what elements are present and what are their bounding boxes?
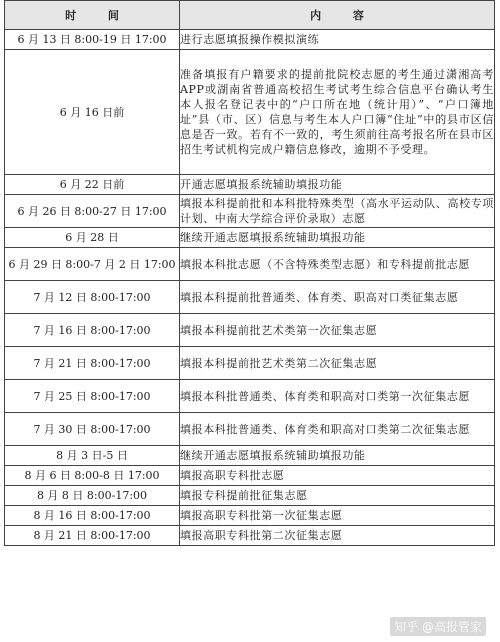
row-content: 继续开通志愿填报系统辅助填报功能 [180, 228, 495, 248]
table-row [5, 281, 495, 314]
schedule-document [4, 0, 494, 638]
table-row [5, 486, 495, 506]
table-header-row [5, 1, 495, 30]
table-row [5, 446, 495, 466]
row-time: 6 月 29 日 8:00-7 月 2 日 17:00 [5, 248, 180, 281]
row-content: 填报本科批志愿（不含特殊类型志愿）和专科提前批志愿 [180, 248, 495, 281]
row-content: 填报本科批普通类、体育类和职高对口类第二次征集志愿 [180, 413, 495, 446]
row-time: 8 月 21 日 8:00-17:00 [5, 526, 180, 546]
table-row [5, 526, 495, 546]
schedule-table [4, 0, 495, 546]
row-content: 填报本科提前批普通类、体育类、职高对口类征集志愿 [180, 281, 495, 314]
row-time: 6 月 22 日前 [5, 175, 180, 195]
table-row [5, 413, 495, 446]
table-row [5, 380, 495, 413]
row-content: 开通志愿填报系统辅助填报功能 [180, 175, 495, 195]
row-content: 填报本科提前批艺术类第一次征集志愿 [180, 314, 495, 347]
row-content: 填报本科批普通类、体育类和职高对口类第一次征集志愿 [180, 380, 495, 413]
table-row [5, 195, 495, 228]
row-content: 准备填报有户籍要求的提前批院校志愿的考生通过潇湘高考APP或湖南省普通高校招生考试考生综合信息平台确认考生本人报名登记表中的“户口所在地（统计用）”、“户口簿地址”县（市、区）信息与考生本人户口簿“住址”中的县市区信息是否一致。若有不一致的，考生须前往高考报名所在县市区招生考试机构完成户籍信息修改，逾期不予受理。 [180, 50, 495, 175]
table-row [5, 50, 495, 175]
table-row [5, 347, 495, 380]
row-content: 填报高职专科批第一次征集志愿 [180, 506, 495, 526]
row-time: 6 月 28 日 [5, 228, 180, 248]
table-row [5, 314, 495, 347]
row-content: 填报高职专科批第二次征集志愿 [180, 526, 495, 546]
row-content: 填报本科提前批艺术类第二次征集志愿 [180, 347, 495, 380]
row-time: 7 月 16 日 8:00-17:00 [5, 314, 180, 347]
row-time: 7 月 21 日 8:00-17:00 [5, 347, 180, 380]
table-row [5, 506, 495, 526]
row-time: 8 月 8 日 8:00-17:00 [5, 486, 180, 506]
table-row [5, 30, 495, 50]
watermark: 知乎 @高报管家 [390, 617, 486, 636]
row-content: 进行志愿填报操作模拟演练 [180, 30, 495, 50]
row-time: 7 月 12 日 8:00-17:00 [5, 281, 180, 314]
row-content: 填报专科提前批征集志愿 [180, 486, 495, 506]
row-time: 7 月 25 日 8:00-17:00 [5, 380, 180, 413]
row-time: 7 月 30 日 8:00-17:00 [5, 413, 180, 446]
table-row [5, 466, 495, 486]
row-time: 8 月 3 日-5 日 [5, 446, 180, 466]
header-content: 内 容 [180, 1, 495, 30]
header-time: 时 间 [5, 1, 180, 30]
row-time: 6 月 13 日 8:00-19 日 17:00 [5, 30, 180, 50]
row-content: 填报本科提前批和本科批特殊类型（高水平运动队、高校专项计划、中南大学综合评价录取）志愿 [180, 195, 495, 228]
row-time: 8 月 6 日 8:00-8 日 17:00 [5, 466, 180, 486]
row-content: 继续开通志愿填报系统辅助填报功能 [180, 446, 495, 466]
table-row [5, 228, 495, 248]
row-time: 6 月 16 日前 [5, 50, 180, 175]
table-row [5, 175, 495, 195]
row-time: 6 月 26 日 8:00-27 日 17:00 [5, 195, 180, 228]
row-content: 填报高职专科批志愿 [180, 466, 495, 486]
table-row [5, 248, 495, 281]
row-time: 8 月 16 日 8:00-17:00 [5, 506, 180, 526]
